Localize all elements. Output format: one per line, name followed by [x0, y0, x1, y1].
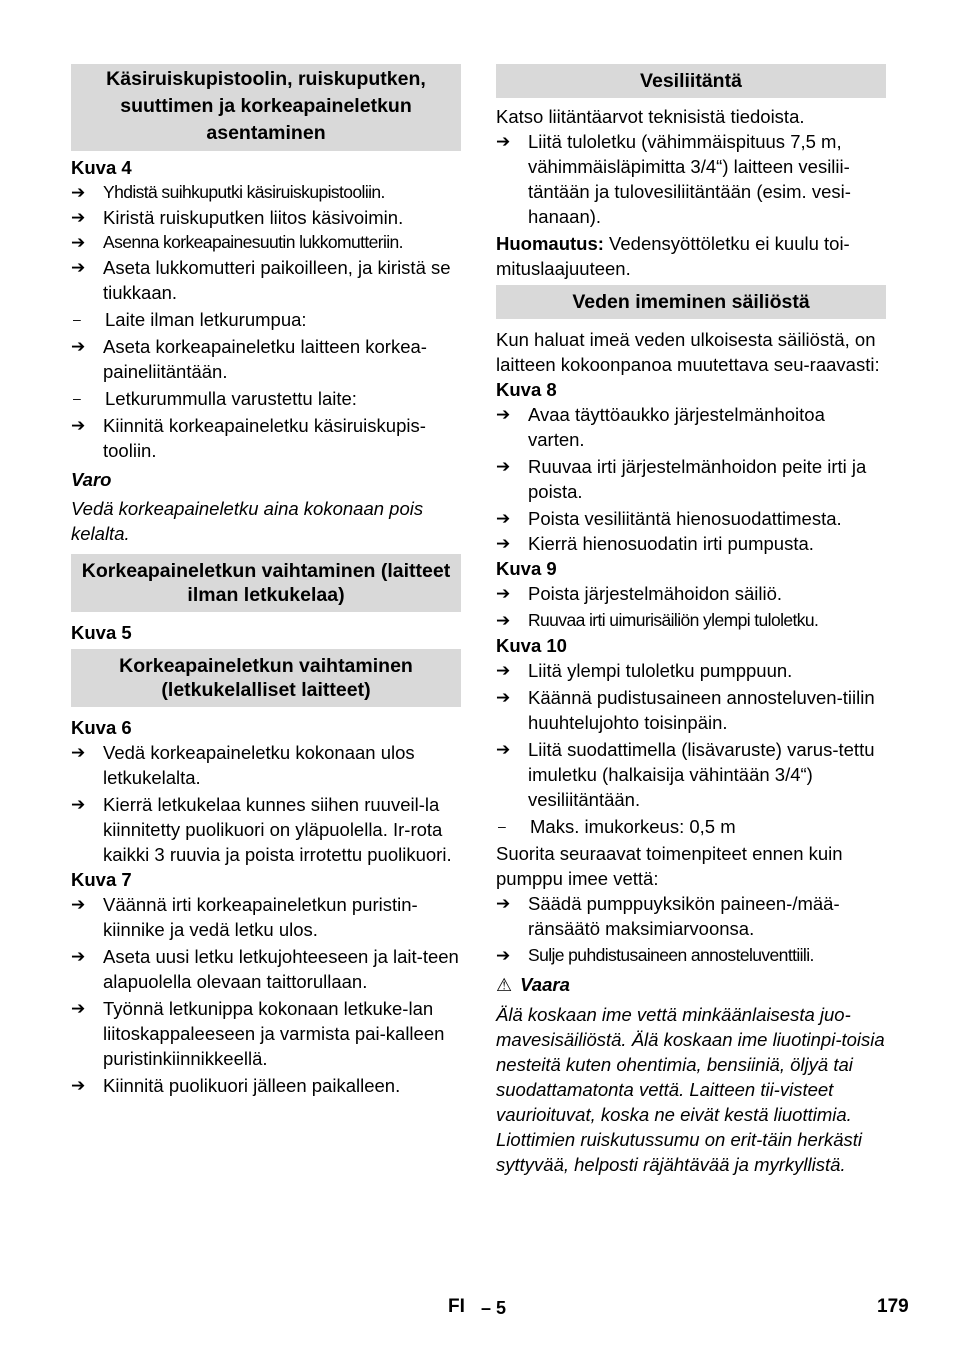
dash-bullet: –	[73, 390, 81, 406]
dash-bullet: –	[73, 311, 81, 327]
note-text: Vedensyöttöletku ei kuulu toi-mituslaajuuteen.	[496, 233, 850, 279]
section-heading-water-connection: Vesiliitäntä	[496, 64, 886, 98]
right-arrow-icon: ➔	[496, 405, 511, 424]
caution-title: Varo	[71, 469, 112, 490]
list-item: ➔ Yhdistä suihkuputki käsiruiskupistooliin.	[71, 180, 461, 205]
right-arrow-icon: ➔	[71, 233, 86, 252]
list-item: ➔ Poista järjestelmähoidon säiliö.	[496, 583, 782, 604]
right-arrow-icon: ➔	[71, 795, 86, 814]
list-item: ➔ Liitä ylempi tuloletku pumppuun.	[496, 660, 793, 681]
list-item: ➔ Kiinnitä puolikuori jälleen paikalleen.	[71, 1075, 401, 1096]
dash-item: – Maks. imukorkeus: 0,5 m	[498, 816, 736, 837]
footer-section-page: – 5	[481, 1298, 507, 1318]
footer-page-number: 179	[877, 1296, 909, 1317]
section-heading-hose-reel: Korkeapaineletkun vaihtaminen (letkukelalliset laitteet)	[71, 649, 461, 707]
right-arrow-icon: ➔	[496, 132, 511, 151]
list-item: ➔ Käännä pudistusaineen annosteluven-tiilin huuhtelujohto toisinpäin.	[496, 687, 875, 733]
danger-title-row	[496, 972, 886, 998]
right-arrow-icon: ➔	[496, 946, 511, 965]
footer-language: FI	[448, 1296, 465, 1317]
list-item: ➔ Ruuvaa irti järjestelmänhoidon peite irti ja poista.	[496, 456, 867, 502]
list-item: ➔ Sulje puhdistusaineen annosteluventtiili.	[496, 943, 886, 968]
right-column	[496, 64, 886, 1177]
dash-item: – Letkurummulla varustettu laite:	[73, 388, 357, 409]
figure-ref-5: Kuva 5	[71, 622, 132, 643]
right-arrow-icon: ➔	[71, 743, 86, 762]
right-arrow-icon: ➔	[496, 611, 511, 630]
right-arrow-icon: ➔	[71, 895, 86, 914]
list-item: ➔ Vedä korkeapaineletku kokonaan ulos letkukelalta.	[71, 742, 415, 788]
list-item: ➔ Asenna korkeapainesuutin lukkomutteriin.	[71, 230, 461, 255]
left-column	[71, 64, 461, 1098]
list-item: ➔ Aseta korkeapaineletku laitteen korkea-paineliitäntään.	[71, 336, 427, 382]
list-item: ➔ Ruuvaa irti uimurisäiliön ylempi tuloletku.	[496, 608, 886, 633]
list-item: ➔ Aseta lukkomutteri paikoilleen, ja kiristä se tiukkaan.	[71, 257, 451, 303]
right-arrow-icon: ➔	[496, 457, 511, 476]
right-arrow-icon: ➔	[71, 1076, 86, 1095]
right-arrow-icon: ➔	[496, 688, 511, 707]
list-item: ➔ Aseta uusi letku letkujohteeseen ja lait-teen alapuolella olevaan taittorullaan.	[71, 946, 459, 992]
right-arrow-icon: ➔	[71, 947, 86, 966]
list-item: ➔ Avaa täyttöaukko järjestelmänhoitoa varten.	[496, 404, 825, 450]
figure-ref-10: Kuva 10	[496, 635, 567, 656]
right-arrow-icon: ➔	[496, 740, 511, 759]
warning-triangle-icon: ⚠	[496, 975, 513, 995]
note-label: Huomautus:	[496, 233, 604, 254]
section-heading-assembly: Käsiruiskupistoolin, ruiskuputken, suuttimen ja korkeapaineletkun asentaminen	[71, 64, 461, 151]
section-heading-suction: Veden imeminen säiliöstä	[496, 285, 886, 319]
list-item: ➔ Väännä irti korkeapaineletkun puristin-kiinnike ja vedä letku ulos.	[71, 894, 418, 940]
figure-ref-8: Kuva 8	[496, 379, 557, 400]
figure-ref-4: Kuva 4	[71, 157, 132, 178]
list-item: ➔ Säädä pumppuyksikön paineen-/mää-ränsäätö maksimiarvoonsa.	[496, 893, 840, 939]
list-item: ➔ Kierrä hienosuodatin irti pumpusta.	[496, 533, 814, 554]
right-arrow-icon: ➔	[71, 183, 86, 202]
section-heading-hose-no-reel: Korkeapaineletkun vaihtaminen (laitteet ilman letkukelaa)	[71, 554, 461, 612]
right-arrow-icon: ➔	[71, 999, 86, 1018]
right-arrow-icon: ➔	[71, 258, 86, 277]
list-item: ➔ Liitä tuloletku (vähimmäispituus 7,5 m, vähimmäisläpimitta 3/4“) laitteen vesilii-täntään ja tulovesiliitäntään (esim. vesi-hanaan).	[496, 131, 851, 227]
dash-item: – Laite ilman letkurumpua:	[73, 309, 307, 330]
right-arrow-icon: ➔	[496, 509, 511, 528]
list-item: ➔ Kierrä letkukelaa kunnes siihen ruuveil-la kiinnitetty puolikuori on yläpuolella. Ir-rota kaikki 3 ruuvia ja poista irrotettu puolikuori.	[71, 794, 452, 865]
right-arrow-icon: ➔	[496, 534, 511, 553]
right-arrow-icon: ➔	[496, 894, 511, 913]
right-arrow-icon: ➔	[496, 584, 511, 603]
danger-title: Vaara	[520, 974, 570, 995]
figure-ref-7: Kuva 7	[71, 869, 132, 890]
list-item: ➔ Kiristä ruiskuputken liitos käsivoimin.	[71, 207, 404, 228]
note-paragraph	[496, 231, 886, 281]
list-item: ➔ Työnnä letkunippa kokonaan letkuke-lan liitoskappaleeseen ja varmista pai-kalleen puristinkiinnikkeellä.	[71, 998, 445, 1069]
figure-ref-6: Kuva 6	[71, 717, 132, 738]
paragraph: Kun haluat imeä veden ulkoisesta säiliöstä, on laitteen kokoonpanoa muutettava seu-raavasti:	[496, 329, 880, 375]
right-arrow-icon: ➔	[71, 208, 86, 227]
list-item: ➔ Poista vesiliitäntä hienosuodattimesta.	[496, 508, 842, 529]
right-arrow-icon: ➔	[496, 661, 511, 680]
paragraph: Suorita seuraavat toimenpiteet ennen kuin pumppu imee vettä:	[496, 843, 843, 889]
paragraph: Katso liitäntäarvot teknisistä tiedoista.	[496, 106, 805, 127]
dash-bullet: –	[498, 818, 506, 834]
right-arrow-icon: ➔	[71, 337, 86, 356]
right-arrow-icon: ➔	[71, 416, 86, 435]
figure-ref-9: Kuva 9	[496, 558, 557, 579]
list-item: ➔ Kiinnitä korkeapaineletku käsiruiskupis-tooliin.	[71, 415, 426, 461]
caution-text: Vedä korkeapaineletku aina kokonaan pois kelalta.	[71, 498, 424, 544]
danger-text: Älä koskaan ime vettä minkäänlaisesta juo-mavesisäiliöstä. Älä koskaan ime liuotinpi-toisia nesteitä kuten ohentimia, bensiiniä, öljyä tai suodattamatonta vettä. Laitteen tii-visteet vaurioituvat, koska ne eivät kestä liuottimia. Liottimien ruiskutussumu on erit-täin herkästi syttyvää, helposti räjähtävää ja myrkyllistä.	[496, 1004, 885, 1175]
list-item: ➔ Liitä suodattimella (lisävaruste) varus-tettu imuletku (halkaisija vähintään 3/4“) vesiliitäntään.	[496, 739, 875, 810]
